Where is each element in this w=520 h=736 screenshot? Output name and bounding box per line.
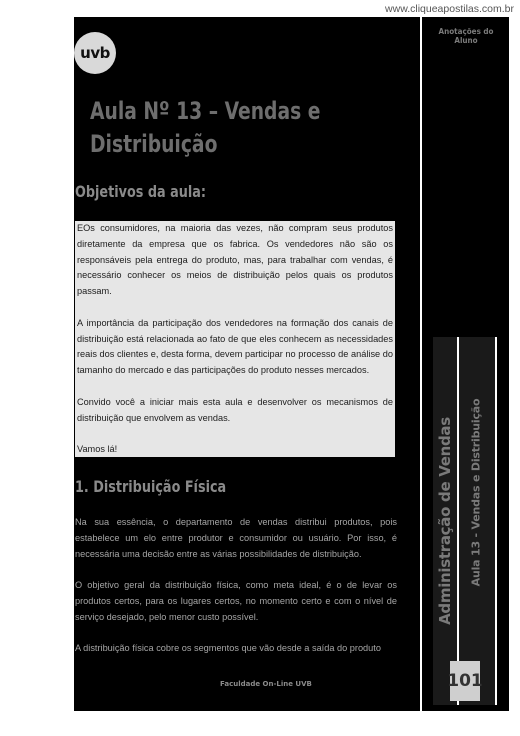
notes-label: Anotações do Aluno <box>438 27 494 45</box>
notes-column-divider <box>420 17 422 711</box>
body-paragraph: Na sua essência, o departamento de vendas distribui produtos, pois estabelece um elo entre produtor e consumidor ou usuário. Por isso, é necessária uma decisão entre as várias possibilidades de distribuição. <box>75 517 397 559</box>
objectives-paragraph: A importância da participação dos vendedores na formação dos canais de distribuição está relacionada ao fato de que eles conhecem as necessidades reais dos clientes e, desta forma, devem participar no processo de análise do tamanho do mercado e das participações do produto nesses mercados. <box>77 317 393 376</box>
side-tab-title <box>435 337 455 705</box>
side-tab-subtitle <box>461 337 491 647</box>
page-footer: Faculdade On-Line UVB <box>220 680 312 688</box>
logo-text: uvb <box>80 44 110 62</box>
objectives-box <box>75 221 395 457</box>
section-heading-distribuicao-fisica: 1. Distribuição Física <box>75 477 227 496</box>
objectives-paragraph: Convido você a iniciar mais esta aula e desenvolver os mecanismos de distribuição que envolvem as vendas. <box>77 396 393 423</box>
lesson-title: Aula Nº 13 – Vendas e Distribuição <box>90 97 321 158</box>
course-title: Administração de Vendas <box>436 417 455 625</box>
section-body <box>75 515 397 657</box>
side-tab-divider <box>457 337 459 705</box>
objectives-paragraph: EOs consumidores, na maioria das vezes, não compram seus produtos diretamente da empresa que os fabrica. Os vendedores não são os responsáveis pela entrega do produto, mas, para trabalhar com vendas, é necessário conhecer os meios de distribuição pelos quais os produtos passam. <box>77 223 393 297</box>
objectives-heading: Objetivos da aula: <box>75 182 206 201</box>
watermark-url: www.cliqueapostilas.com.br <box>385 3 514 15</box>
body-paragraph: O objetivo geral da distribuição física, como meta ideal, é o de levar os produtos certos, para os lugares certos, no momento certo e com o nível de serviço desejado, pelo menor custo possível. <box>75 580 397 622</box>
body-paragraph: A distribuição física cobre os segmentos que vão desde a saída do produto <box>75 643 381 654</box>
page-number: 101 <box>450 661 480 701</box>
objectives-paragraph: Vamos lá! <box>77 444 118 455</box>
side-tab-divider <box>495 337 497 705</box>
lesson-subtitle: Aula 13 - Vendas e Distribuição <box>469 398 483 586</box>
document-page <box>74 17 509 711</box>
uvb-logo <box>74 32 116 74</box>
side-tab <box>433 337 497 705</box>
